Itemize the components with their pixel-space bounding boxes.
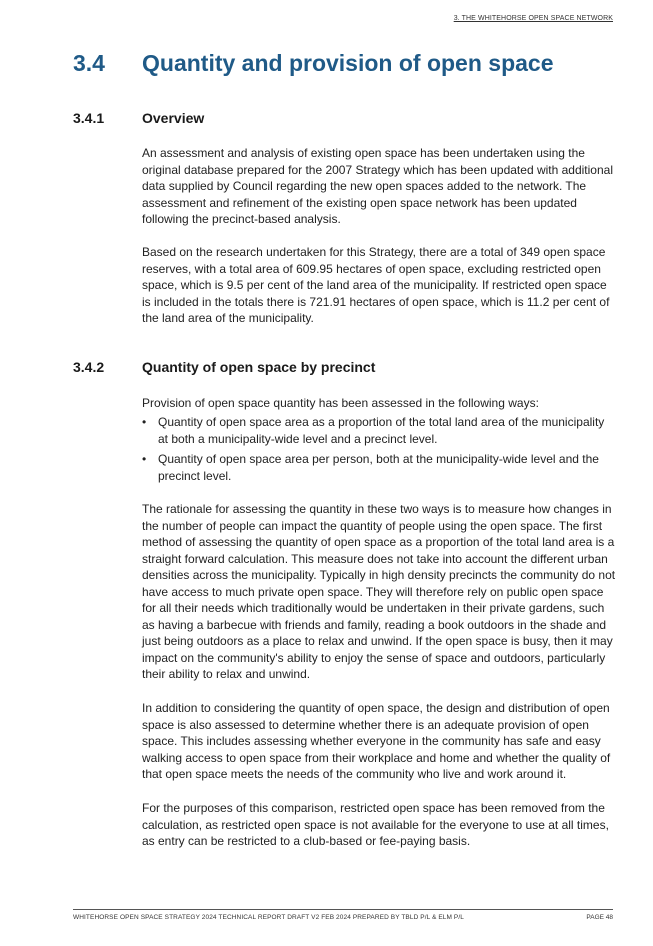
paragraph: In addition to considering the quantity of open space, the design and distribution of open space is also assessed to determine whether there is an adequate provision of open space. This includes assessing whether everyone in the community has safe and easy walking access to open space from their workplace and home and whether the quality of that open space meets the needs of the community who live and work around it.	[142, 701, 611, 781]
footer-text: WHITEHORSE OPEN SPACE STRATEGY 2024 TECHNICAL REPORT DRAFT V2 FEB 2024 PREPARED BY TBLD P/L & ELM P/L	[73, 914, 464, 921]
subheading-number: 3.4.2	[73, 359, 105, 375]
overview-paragraph-2	[142, 244, 617, 327]
section-heading-3-4	[73, 50, 554, 77]
subheading-quantity	[73, 359, 375, 375]
footer-divider	[73, 909, 613, 910]
subheading-title: Quantity of open space by precinct	[142, 359, 376, 375]
list-item	[142, 451, 612, 484]
quantity-paragraph-3	[142, 800, 617, 850]
overview-paragraph-1	[142, 145, 617, 228]
quantity-paragraph-1	[142, 501, 617, 683]
subheading-title: Overview	[142, 110, 205, 126]
page-number: PAGE 48	[586, 914, 613, 921]
running-head: 3. THE WHITEHORSE OPEN SPACE NETWORK	[453, 15, 613, 22]
paragraph: The rationale for assessing the quantity in these two ways is to measure how changes in the number of people can impact the quantity of people using the open space. The first method of assessing the quantity of open space as a proportion of the total land area is a straight forward calculation. This measure does not take into account the different urban densities across the municipality. Typically in high density precincts the community do not have access to much private open space. They will therefore rely on public open space for all their needs which traditionally would be undertaken in their private gardens, such as having a barbecue with friends and family, reading a book outdoors in the shade and just being outdoors as a place to relax and unwind. If the open space is busy, then it may impact on the community's ability to enjoy the sense of space and outdoors, particularly their ability to relax and unwind.	[142, 502, 616, 681]
subheading-number: 3.4.1	[73, 110, 105, 126]
subheading-overview	[73, 110, 204, 126]
paragraph: Based on the research undertaken for this Strategy, there are a total of 349 open space reserves, with a total area of 609.95 hectares of open space, excluding restricted open space, which is 9.5 per cent of the land area of the municipality. If restricted open space is included in the totals there is 721.91 hectares of open space, which is 11.2 per cent of the land area of the municipality.	[142, 245, 610, 325]
assessment-methods-list	[142, 414, 612, 488]
bullet-icon: •	[142, 452, 147, 466]
list-item-text: Quantity of open space area as a proportion of the total land area of the municipality at both a municipality-wide level and a precinct level.	[158, 415, 605, 446]
paragraph: For the purposes of this comparison, restricted open space has been removed from the calculation, as restricted open space is not available for the everyone to use at all times, as entry can be restricted to a club-based or fee-paying basis.	[142, 801, 609, 848]
list-item	[142, 414, 612, 447]
heading-title: Quantity and provision of open space	[142, 50, 554, 76]
paragraph: Provision of open space quantity has been assessed in the following ways:	[142, 396, 539, 410]
list-item-text: Quantity of open space area per person, both at the municipality-wide level and the precinct level.	[158, 452, 599, 483]
quantity-intro	[142, 395, 617, 412]
heading-number: 3.4	[73, 50, 105, 76]
bullet-icon: •	[142, 415, 147, 429]
paragraph: An assessment and analysis of existing open space has been undertaken using the original database prepared for the 2007 Strategy which has been updated with additional data supplied by Council regarding the new open spaces added to the network. The assessment and refinement of the existing open space network has been updated following the precinct-based analysis.	[142, 146, 613, 226]
quantity-paragraph-2	[142, 700, 617, 783]
